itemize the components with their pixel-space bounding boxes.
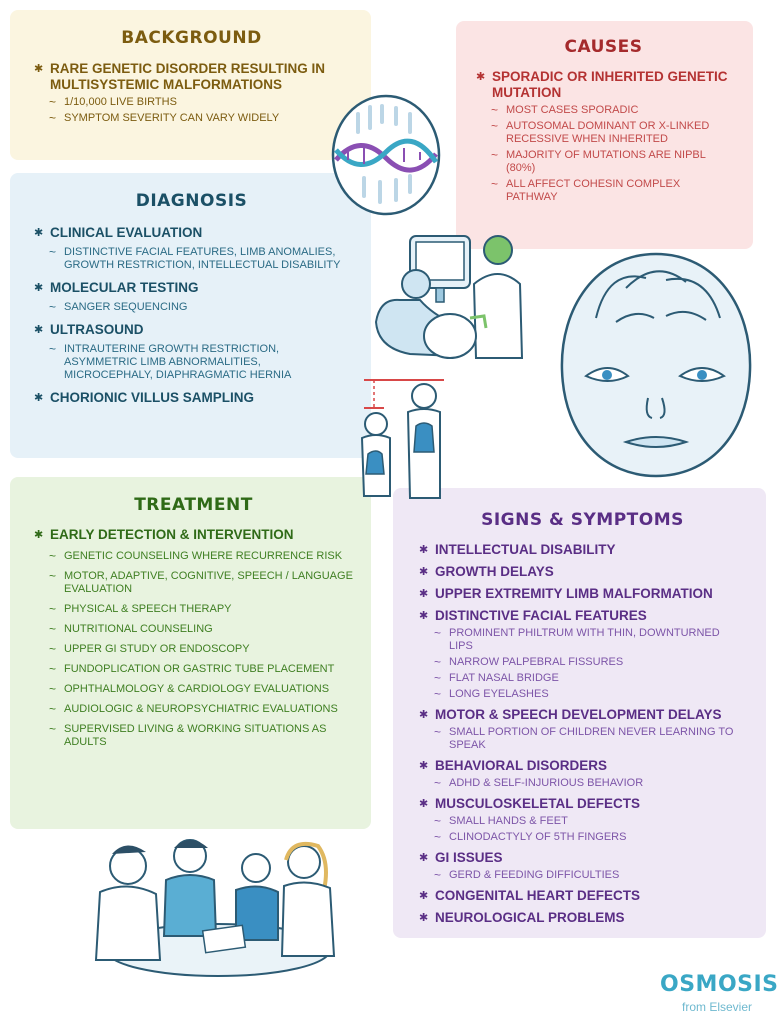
logo-brand: OSMOSIS — [660, 972, 779, 997]
signs-item: ✱ DISTINCTIVE FACIAL FEATURES — [419, 608, 746, 624]
signs-item: ✱ GI ISSUES — [419, 850, 746, 866]
signs-sub: ~ NARROW PALPEBRAL FISSURES — [419, 656, 746, 669]
signs-list — [419, 542, 746, 926]
signs-item: ✱ INTELLECTUAL DISABILITY — [419, 542, 746, 558]
causes-sub: ~ AUTOSOMAL DOMINANT OR X-LINKED RECESSIVE WHEN INHERITED — [476, 120, 731, 146]
diagnosis-item: ✱ CHORIONIC VILLUS SAMPLING — [34, 390, 349, 406]
signs-panel — [393, 488, 766, 938]
background-sub: ~ SYMPTOM SEVERITY CAN VARY WIDELY — [34, 112, 349, 125]
signs-item: ✱ CONGENITAL HEART DEFECTS — [419, 888, 746, 904]
diagnosis-panel — [10, 173, 371, 458]
diagnosis-list — [34, 225, 349, 406]
osmosis-logo — [660, 972, 779, 1018]
signs-sub: ~ SMALL HANDS & FEET — [419, 815, 746, 828]
causes-panel — [456, 21, 753, 249]
causes-sub: ~ MOST CASES SPORADIC — [476, 104, 731, 117]
treatment-sub: ~ UPPER GI STUDY OR ENDOSCOPY — [34, 643, 353, 656]
dna-icon — [330, 92, 442, 218]
treatment-sub: ~ SUPERVISED LIVING & WORKING SITUATIONS AS ADULTS — [34, 723, 353, 749]
signs-sub: ~ SMALL PORTION OF CHILDREN NEVER LEARNING TO SPEAK — [419, 726, 746, 752]
background-title: BACKGROUND — [121, 28, 262, 48]
causes-list — [476, 69, 731, 204]
baby-face-icon — [556, 248, 756, 480]
signs-item: ✱ UPPER EXTREMITY LIMB MALFORMATION — [419, 586, 746, 602]
signs-sub: ~ LONG EYELASHES — [419, 688, 746, 701]
causes-sub: ~ ALL AFFECT COHESIN COMPLEX PATHWAY — [476, 178, 731, 204]
signs-sub: ~ FLAT NASAL BRIDGE — [419, 672, 746, 685]
signs-item: ✱ GROWTH DELAYS — [419, 564, 746, 580]
treatment-sub: ~ GENETIC COUNSELING WHERE RECURRENCE RISK — [34, 550, 353, 563]
diagnosis-item: ✱ CLINICAL EVALUATION — [34, 225, 349, 241]
diagnosis-sub: ~ INTRAUTERINE GROWTH RESTRICTION, ASYMMETRIC LIMB ABNORMALITIES, MICROCEPHALY, DIAPHRAGMATIC HERNIA — [34, 343, 349, 382]
treatment-list — [34, 527, 353, 749]
treatment-sub: ~ FUNDOPLICATION OR GASTRIC TUBE PLACEMENT — [34, 663, 353, 676]
signs-sub: ~ GERD & FEEDING DIFFICULTIES — [419, 869, 746, 882]
treatment-title: TREATMENT — [134, 495, 253, 515]
diagnosis-item: ✱ ULTRASOUND — [34, 322, 349, 338]
logo-subtitle: from Elsevier — [682, 1000, 753, 1014]
treatment-main: ✱ EARLY DETECTION & INTERVENTION — [34, 527, 353, 543]
care-team-icon — [86, 832, 342, 982]
signs-sub: ~ PROMINENT PHILTRUM WITH THIN, DOWNTURNED LIPS — [419, 627, 746, 653]
background-list — [34, 61, 349, 125]
treatment-sub: ~ OPHTHALMOLOGY & CARDIOLOGY EVALUATIONS — [34, 683, 353, 696]
treatment-panel — [10, 477, 371, 829]
signs-sub: ~ CLINODACTYLY OF 5TH FINGERS — [419, 831, 746, 844]
diagnosis-sub: ~ DISTINCTIVE FACIAL FEATURES, LIMB ANOMALIES, GROWTH RESTRICTION, INTELLECTUAL DISABILITY — [34, 246, 349, 272]
background-main: ✱ RARE GENETIC DISORDER RESULTING IN MULTISYSTEMIC MALFORMATIONS — [34, 61, 349, 93]
diagnosis-item: ✱ MOLECULAR TESTING — [34, 280, 349, 296]
signs-sub: ~ ADHD & SELF-INJURIOUS BEHAVIOR — [419, 777, 746, 790]
background-sub: ~ 1/10,000 LIVE BIRTHS — [34, 96, 349, 109]
causes-title: CAUSES — [564, 37, 643, 57]
treatment-sub: ~ NUTRITIONAL COUNSELING — [34, 623, 353, 636]
diagnosis-sub: ~ SANGER SEQUENCING — [34, 301, 349, 314]
treatment-sub: ~ MOTOR, ADAPTIVE, COGNITIVE, SPEECH / LANGUAGE EVALUATION — [34, 570, 353, 596]
signs-item: ✱ BEHAVIORAL DISORDERS — [419, 758, 746, 774]
diagnosis-title: DIAGNOSIS — [135, 191, 248, 211]
signs-item: ✱ MUSCULOSKELETAL DEFECTS — [419, 796, 746, 812]
signs-item: ✱ MOTOR & SPEECH DEVELOPMENT DELAYS — [419, 707, 746, 723]
causes-main: ✱ SPORADIC OR INHERITED GENETIC MUTATION — [476, 69, 731, 101]
signs-item: ✱ NEUROLOGICAL PROBLEMS — [419, 910, 746, 926]
treatment-sub: ~ AUDIOLOGIC & NEUROPSYCHIATRIC EVALUATIONS — [34, 703, 353, 716]
causes-sub: ~ MAJORITY OF MUTATIONS ARE NIPBL (80%) — [476, 149, 731, 175]
treatment-sub: ~ PHYSICAL & SPEECH THERAPY — [34, 603, 353, 616]
doctor-exam-icon — [370, 228, 530, 368]
signs-title: SIGNS & SYMPTOMS — [481, 510, 684, 530]
growth-comparison-icon — [350, 374, 450, 504]
background-panel — [10, 10, 371, 160]
